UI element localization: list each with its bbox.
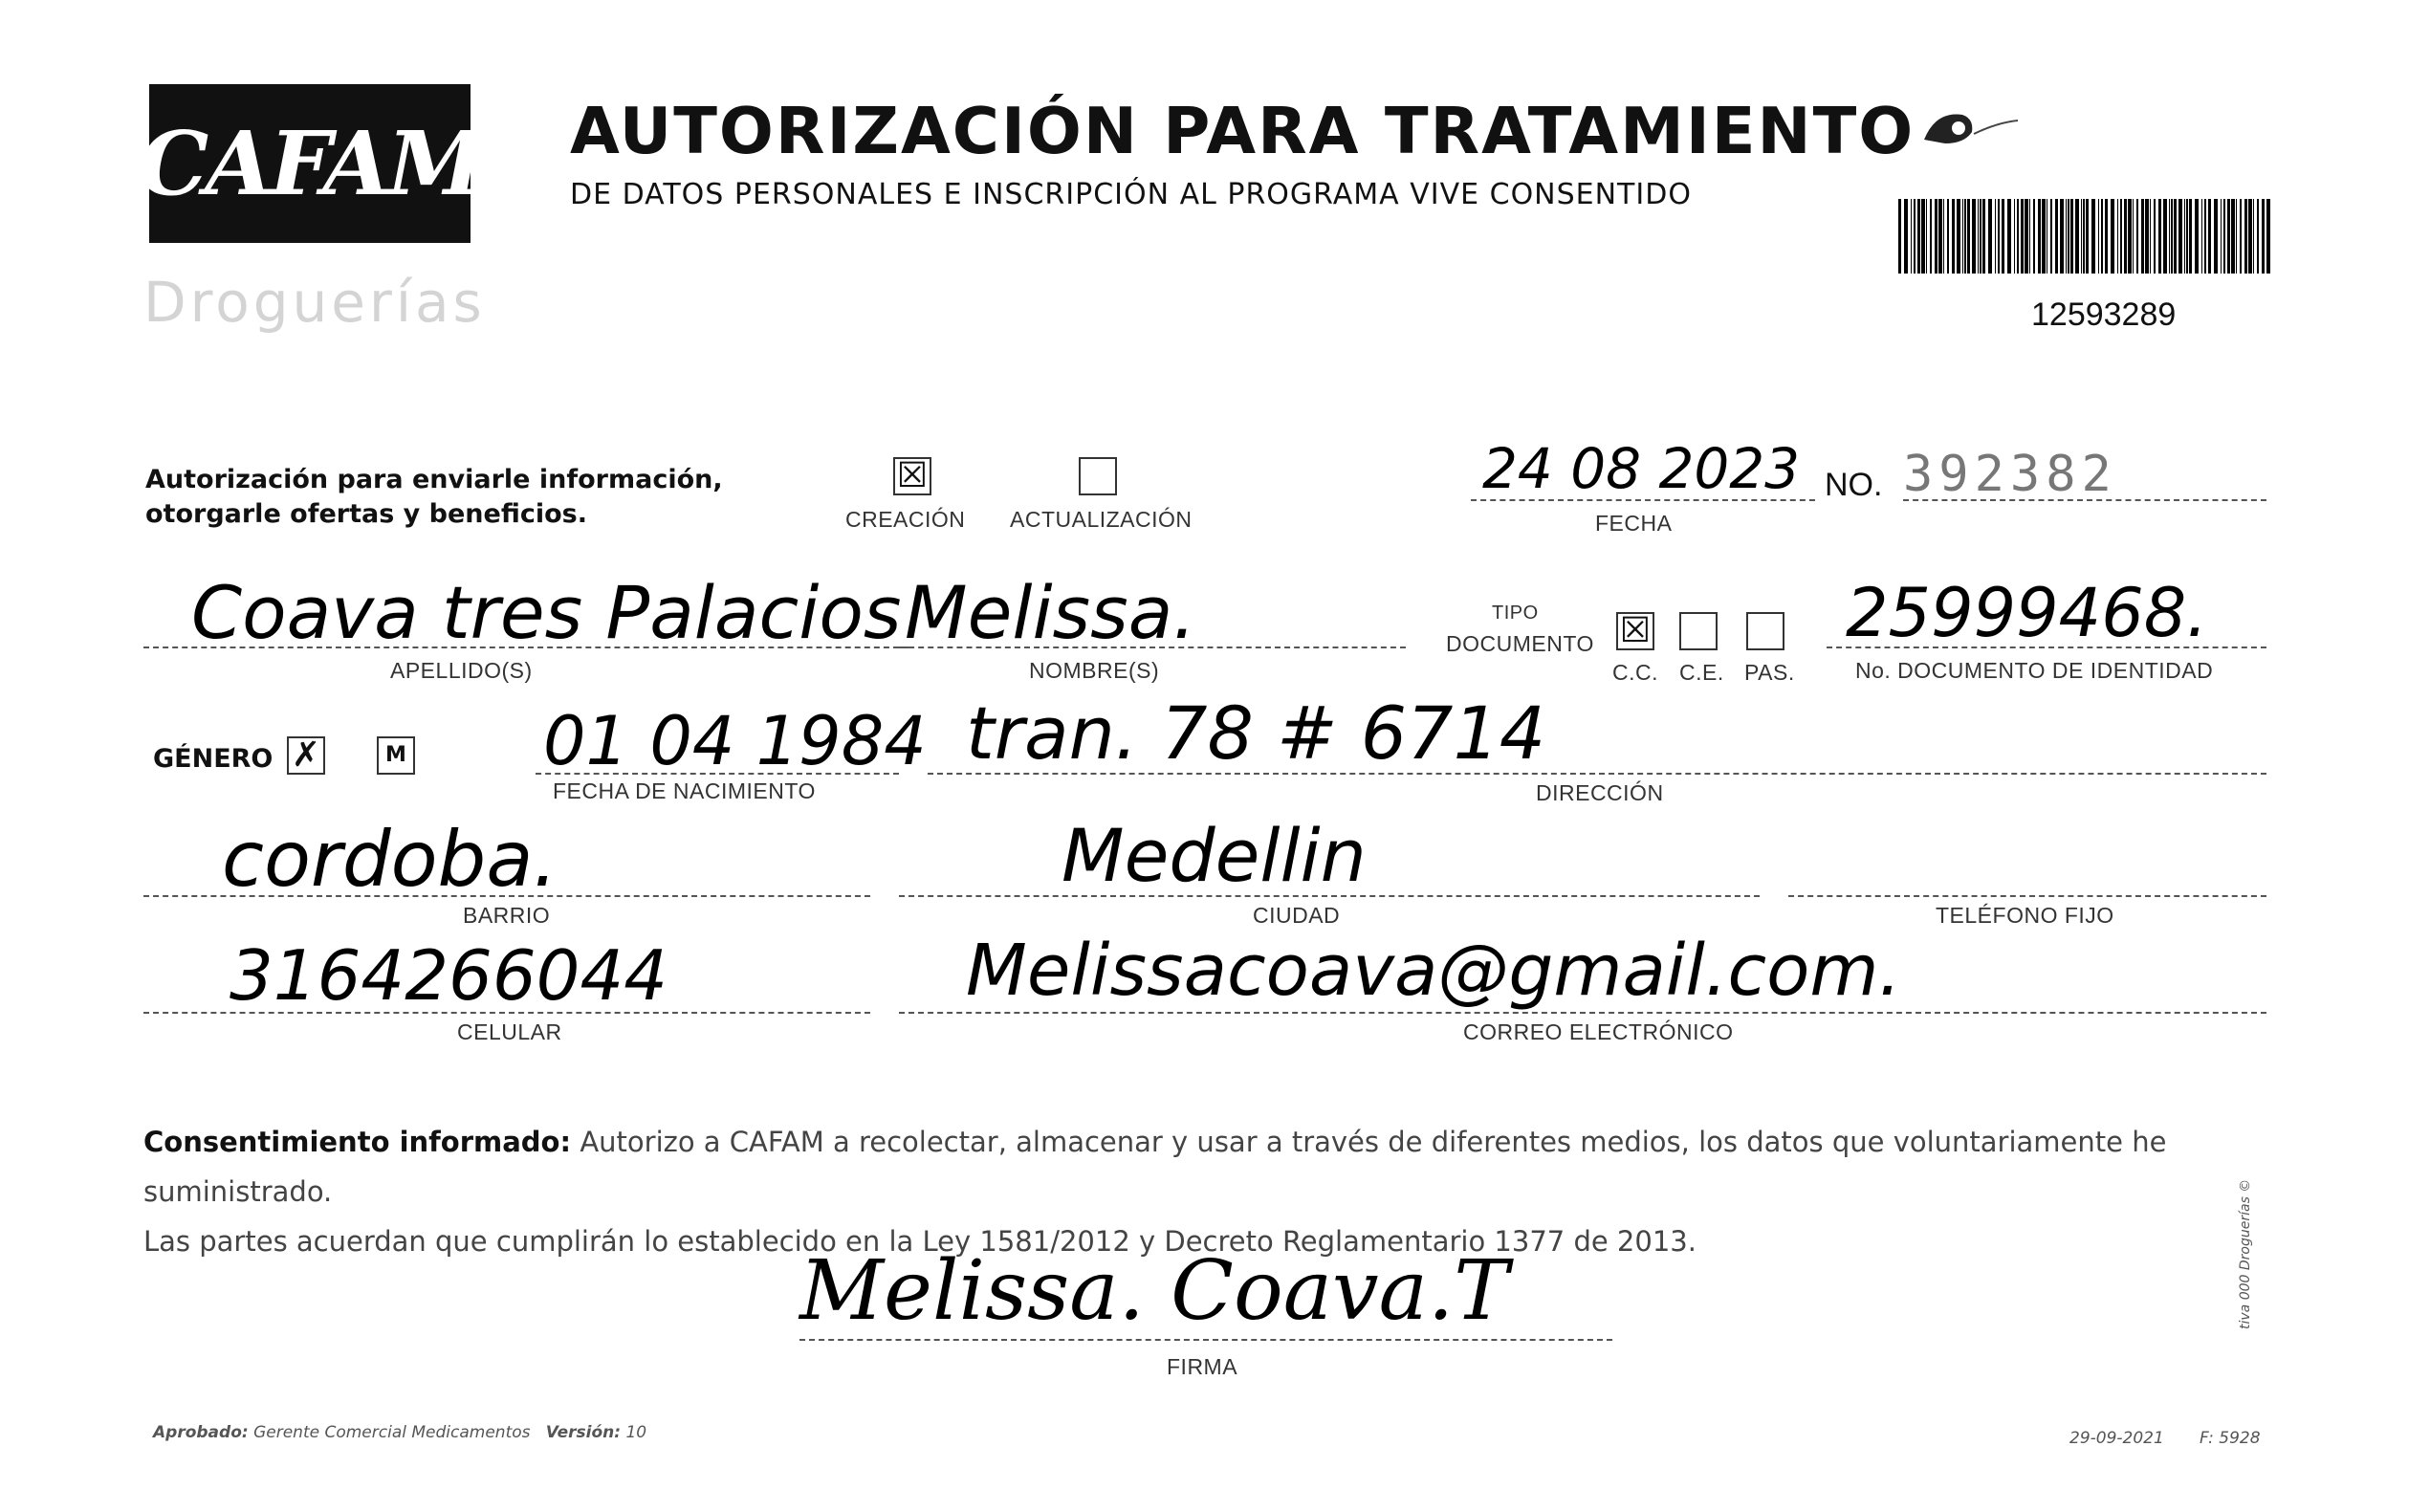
consent-line2: Las partes acuerdan que cumplirán lo establecido en la Ley 1581/2012 y Decreto Reglamentario 1377 de 2013. — [143, 1225, 1697, 1258]
fecha-label: FECHA — [1595, 511, 1673, 536]
ciudad-value[interactable]: Medellin — [1062, 813, 1367, 898]
no-label: NO. — [1825, 467, 1883, 503]
version-value: 10 — [625, 1423, 647, 1442]
aprobado-value: Gerente Comercial Medicamentos — [253, 1423, 531, 1442]
logo-text: CAFAM — [139, 112, 481, 215]
ciudad-label: CIUDAD — [1253, 903, 1341, 928]
creacion-label: CREACIÓN — [845, 507, 966, 532]
apellidos-value[interactable]: Coava tres Palacios — [191, 570, 902, 655]
side-vertical-text: tiva 000 Droguerías © — [2238, 1178, 2253, 1329]
ce-checkbox[interactable] — [1679, 612, 1718, 650]
barcode-image — [1898, 199, 2271, 274]
version-label: Versión: — [545, 1423, 622, 1442]
signature-value[interactable]: Melissa. Coava.T — [799, 1243, 1509, 1339]
barrio-value[interactable]: cordoba. — [222, 815, 558, 904]
nombres-label: NOMBRE(S) — [1029, 658, 1160, 683]
celular-value[interactable]: 3164266044 — [230, 935, 668, 1016]
eye-logo-icon — [1916, 94, 2022, 161]
direccion-value[interactable]: tran. 78 # 6714 — [966, 690, 1546, 776]
footer-date-code: 29-09-2021 — [2069, 1429, 2164, 1448]
genero-f-check-mark: ✗ — [291, 735, 321, 775]
cc-check-mark: ☒ — [1619, 611, 1652, 650]
documento-value[interactable]: 25999468. — [1846, 574, 2208, 652]
fecha-value[interactable]: 24 08 2023 — [1482, 436, 1801, 501]
cc-label: C.C. — [1612, 660, 1658, 685]
apellidos-label: APELLIDO(S) — [390, 658, 533, 683]
nombres-value[interactable]: Melissa. — [905, 570, 1196, 655]
genero-m-label: M — [385, 743, 406, 767]
documento-id-label: No. DOCUMENTO DE IDENTIDAD — [1855, 658, 2214, 683]
subbrand-text: Droguerías — [143, 270, 486, 335]
barrio-label: BARRIO — [463, 903, 551, 928]
genero-m-checkbox[interactable] — [377, 736, 415, 775]
authorization-text-line2: otorgarle ofertas y beneficios. — [145, 499, 587, 529]
no-value: 392382 — [1903, 446, 2117, 503]
genero-label: GÉNERO — [153, 744, 274, 774]
actualizacion-checkbox[interactable] — [1079, 457, 1117, 495]
nacimiento-value[interactable]: 01 04 1984 — [543, 702, 927, 780]
actualizacion-label: ACTUALIZACIÓN — [1010, 507, 1193, 532]
pas-label: PAS. — [1744, 660, 1795, 685]
nacimiento-label: FECHA DE NACIMIENTO — [553, 778, 816, 803]
authorization-text-line1: Autorización para enviarle información, — [145, 465, 723, 494]
direccion-label: DIRECCIÓN — [1536, 780, 1664, 805]
documento-label: DOCUMENTO — [1446, 631, 1594, 656]
barcode-number: 12593289 — [2031, 296, 2177, 333]
creacion-check-mark: ☒ — [896, 456, 929, 495]
tipo-label: TIPO — [1492, 603, 1539, 624]
correo-value[interactable]: Melissacoava@gmail.com. — [966, 930, 1902, 1012]
cafam-logo — [139, 84, 481, 243]
consent-line1: Autorizo a CAFAM a recolectar, almacenar y usar a través de diferentes medios, los datos que voluntariamente he suministrado. — [143, 1126, 2167, 1208]
form-title: AUTORIZACIÓN PARA TRATAMIENTO — [570, 94, 1916, 168]
telefono-label: TELÉFONO FIJO — [1936, 903, 2114, 928]
creacion-checkbox[interactable] — [893, 457, 931, 495]
footer-approval — [153, 1423, 646, 1442]
celular-label: CELULAR — [457, 1019, 562, 1044]
footer-form-code: F: 5928 — [2200, 1429, 2261, 1448]
cc-checkbox[interactable] — [1616, 612, 1654, 650]
genero-f-checkbox[interactable] — [287, 736, 325, 775]
aprobado-label: Aprobado: — [153, 1423, 249, 1442]
form-subtitle: DE DATOS PERSONALES E INSCRIPCIÓN AL PROGRAMA VIVE CONSENTIDO — [570, 178, 1692, 211]
pas-checkbox[interactable] — [1746, 612, 1784, 650]
correo-label: CORREO ELECTRÓNICO — [1463, 1019, 1734, 1044]
signature-label: FIRMA — [1167, 1354, 1238, 1379]
ce-label: C.E. — [1679, 660, 1724, 685]
consent-heading: Consentimiento informado: — [143, 1126, 572, 1158]
